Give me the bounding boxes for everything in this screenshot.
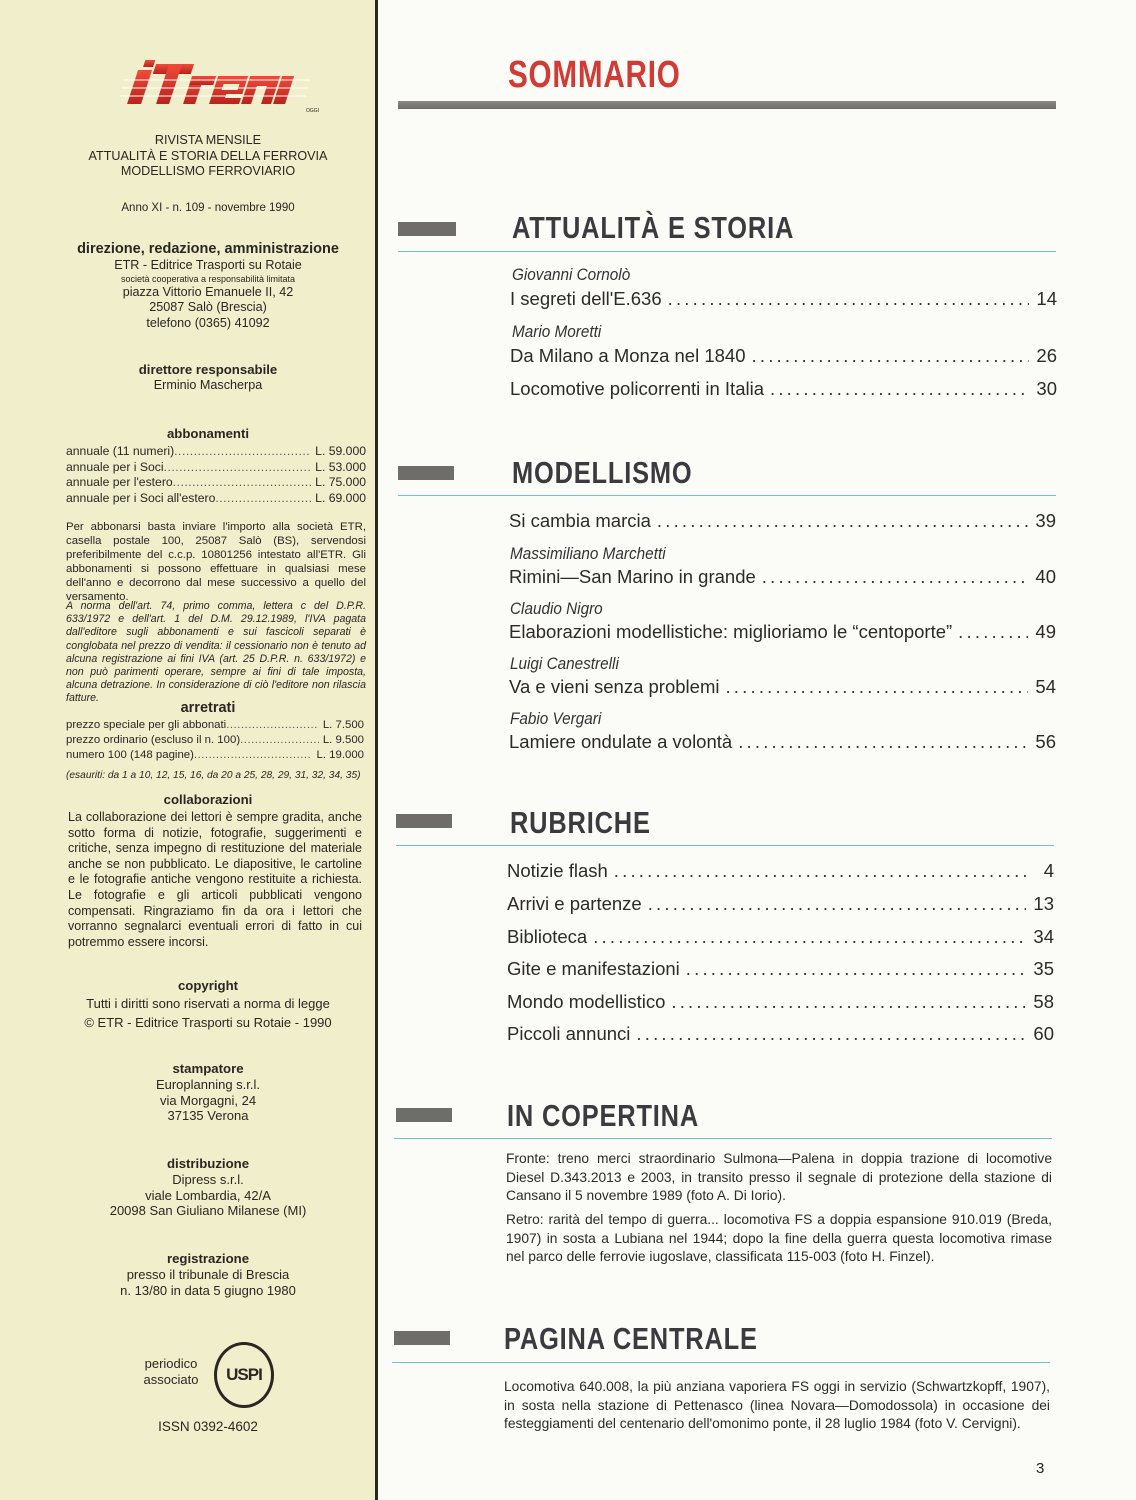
subscription-row: annuale per i Soci ..... L. 53.000	[66, 460, 366, 476]
title-bar	[398, 101, 1056, 109]
toc-entry[interactable]: Arrivi e partenze ..... 13	[507, 893, 1054, 915]
editorial-office: direzione, redazione, amministrazione ETR - Editrice Trasporti su Rotaie società cooperativa a responsabilità limitata piazza Vittorio Emanuele II, 42 25087 Salò (Brescia) telefono (0365) 41092	[52, 240, 364, 331]
section-title: IN COPERTINA	[507, 1098, 700, 1133]
section-rule	[392, 1362, 1050, 1363]
registration-block: registrazione presso il tribunale di Brescia n. 13/80 in data 5 giugno 1980	[52, 1250, 364, 1298]
direction-heading: direzione, redazione, amministrazione	[77, 241, 339, 257]
distribution-block: distribuzione Dipress s.r.l. viale Lombardia, 42/A 20098 San Giuliano Milanese (MI)	[52, 1155, 364, 1219]
toc-entry[interactable]: Piccoli annunci ..... 60	[507, 1023, 1054, 1045]
uspi-seal-icon: USPI	[214, 1342, 274, 1408]
toc-entry[interactable]: Da Milano a Monza nel 1840 ..... 26	[510, 345, 1057, 367]
vat-note: A norma dell'art. 74, primo comma, lettera c del D.P.R. 633/1972 e dell'art. 1 del D.M. 29.12.1989, l'IVA pagata dall'editore sugli abbonamenti e sui fascicoli separati è conglobata nel prezzo di vendita: il cessionario non è tenuto ad alcuna registrazione ai fini IVA (art. 25 D.P.R. n. 633/1972) e non può parimenti operare, sempre ai fini di tale imposta, alcuna detrazione. In considerazione di ciò l'editore non rilascia fatture.	[66, 600, 366, 705]
director-name: Erminio Mascherpa	[153, 378, 263, 392]
subscription-row: annuale per l'estero ..... L. 75.000	[66, 475, 366, 491]
subscriptions-heading: abbonamenti	[166, 426, 250, 441]
toc-entry[interactable]: Mondo modellistico ..... 58	[507, 991, 1054, 1013]
section-rule	[398, 251, 1056, 252]
toc-author: Fabio Vergari	[510, 709, 602, 728]
section-title: ATTUALITÀ E STORIA	[512, 210, 795, 245]
masthead-line: ATTUALITÀ E STORIA DELLA FERROVIA	[88, 148, 328, 163]
toc-entry[interactable]: Notizie flash ..... 4	[507, 860, 1054, 882]
printer-block: stampatore Europlanning s.r.l. via Morgagni, 24 37135 Verona	[52, 1060, 364, 1124]
toc-entry[interactable]: Rimini—San Marino in grande ..... 40	[509, 566, 1056, 588]
section-rule	[398, 495, 1056, 496]
section-marker	[398, 222, 456, 236]
uspi-association	[138, 1342, 288, 1408]
toc-entry[interactable]: Si cambia marcia ..... 39	[509, 510, 1056, 532]
toc-entry[interactable]: Biblioteca ..... 34	[507, 926, 1054, 948]
toc-author: Giovanni Cornolò	[512, 265, 631, 284]
copyright-heading: copyright	[177, 978, 239, 993]
section-marker	[398, 466, 454, 480]
director-heading: direttore responsabile	[138, 362, 278, 377]
director	[52, 361, 364, 394]
masthead-lines	[52, 133, 364, 180]
back-issues-table	[66, 718, 364, 763]
section-marker	[394, 1331, 450, 1345]
toc-entry[interactable]: Gite e manifestazioni ..... 35	[507, 958, 1054, 980]
toc-author: Massimiliano Marchetti	[510, 544, 666, 563]
back-issue-row: prezzo ordinario (escluso il n. 100) ..... L. 9.500	[66, 733, 364, 748]
cover-back-caption: Retro: rarità del tempo di guerra... locomotiva FS a doppia espansione 910.019 (Breda, 1907) in sosta a Lubiana nel 1944; dopo la fine della guerra questa locomotiva rimase nel parco delle ferrovie iugoslave, classificata 115-003 (foto H. Finzel).	[506, 1212, 1052, 1265]
section-title: PAGINA CENTRALE	[504, 1321, 758, 1356]
masthead-line: MODELLISMO FERROVIARIO	[120, 164, 296, 179]
section-rule	[394, 1138, 1052, 1139]
back-issue-row: prezzo speciale per gli abbonati ..... L. 7.500	[66, 718, 364, 733]
toc-entry[interactable]: Va e vieni senza problemi ..... 54	[509, 676, 1056, 698]
back-issues-note: (esauriti: da 1 a 10, 12, 15, 16, da 20 a 25, 28, 29, 31, 32, 34, 35)	[66, 770, 361, 781]
toc-entry[interactable]: Elaborazioni modellistiche: miglioriamo le “centoporte” ..... 49	[509, 621, 1056, 643]
toc-author: Mario Moretti	[512, 322, 602, 341]
section-title: MODELLISMO	[512, 455, 693, 490]
page-number: 3	[1036, 1460, 1045, 1477]
distribution-heading: distribuzione	[166, 1156, 250, 1171]
page-title: SOMMARIO	[508, 54, 681, 96]
subscription-row: annuale (11 numeri) ..... L. 59.000	[66, 444, 366, 460]
centerfold-caption: Locomotiva 640.008, la più anziana vaporiera FS oggi in servizio (Schwartzkopff, 1907), in sosta nella stazione di Pettenasco (linea Novara—Domodossola) in occasione dei festeggiamenti del centenario dell'omonimo ponte, il 28 luglio 1984 (foto V. Cervigni).	[504, 1379, 1050, 1432]
subscription-row: annuale per i Soci all'estero ..... L. 69.000	[66, 491, 366, 507]
back-issues-heading: arretrati	[180, 700, 236, 716]
copyright-block: copyright Tutti i diritti sono riservati a norma di legge © ETR - Editrice Trasporti su Rotaie - 1990	[52, 977, 364, 1032]
back-issue-row: numero 100 (148 pagine) ..... L. 19.000	[66, 748, 364, 763]
toc-author: Luigi Canestrelli	[510, 654, 619, 673]
masthead-sidebar	[0, 0, 378, 1500]
section-marker	[396, 814, 452, 828]
toc-entry[interactable]: Locomotive policorrenti in Italia ..... 30	[510, 378, 1057, 400]
printer-heading: stampatore	[172, 1061, 244, 1076]
section-marker	[396, 1108, 452, 1122]
svg-text:OGGI: OGGI	[306, 108, 320, 114]
toc-entry[interactable]: I segreti dell'E.636 ..... 14	[510, 288, 1057, 310]
associated-label: periodico associato	[143, 1356, 199, 1387]
cover-front-caption: Fronte: treno merci straordinario Sulmona—Palena in doppia trazione di locomotive Diesel D.343.2013 e 2003, in transito presso il segnale di protezione della stazione di Cansano il 5 novembre 1989 (foto A. Di Iorio).	[506, 1151, 1052, 1204]
section-rule	[396, 845, 1054, 846]
subscription-info: Per abbonarsi basta inviare l'importo alla società ETR, casella postale 100, 25087 Salò (BS), servendosi preferibilmente del c.c.p. 10801256 intestato all'ETR. Gli abbonamenti si possono effettuare in qualsiasi mese dell'anno e decorrono dal mese successivo a quello del versamento.	[66, 521, 366, 603]
toc-author: Claudio Nigro	[510, 599, 603, 618]
issue-info: Anno XI - n. 109 - novembre 1990	[121, 202, 295, 214]
i-treni-logo	[120, 58, 320, 114]
collab-heading: collaborazioni	[163, 792, 253, 807]
registration-heading: registrazione	[166, 1251, 250, 1266]
issn: ISSN 0392-4602	[158, 1419, 258, 1434]
toc-entry[interactable]: Lamiere ondulate a volontà ..... 56	[509, 731, 1056, 753]
subscriptions-table	[66, 444, 366, 506]
collab-text: La collaborazione dei lettori è sempre gradita, anche sotto forma di notizie, fotografie, suggerimenti e critiche, senza impegno di restituzione del materiale anche se non pubblicato. Le diapositive, le cartoline e le fotografie antiche vengono restituite a richiesta. Le fotografie e gli articoli pubblicati vengono compensati. Ringraziamo fin da ora i lettori che vorranno segnalarci eventuali errori di fatto in cui potremmo essere incorsi.	[68, 810, 362, 949]
section-title: RUBRICHE	[510, 805, 651, 840]
masthead-line: RIVISTA MENSILE	[154, 133, 262, 147]
